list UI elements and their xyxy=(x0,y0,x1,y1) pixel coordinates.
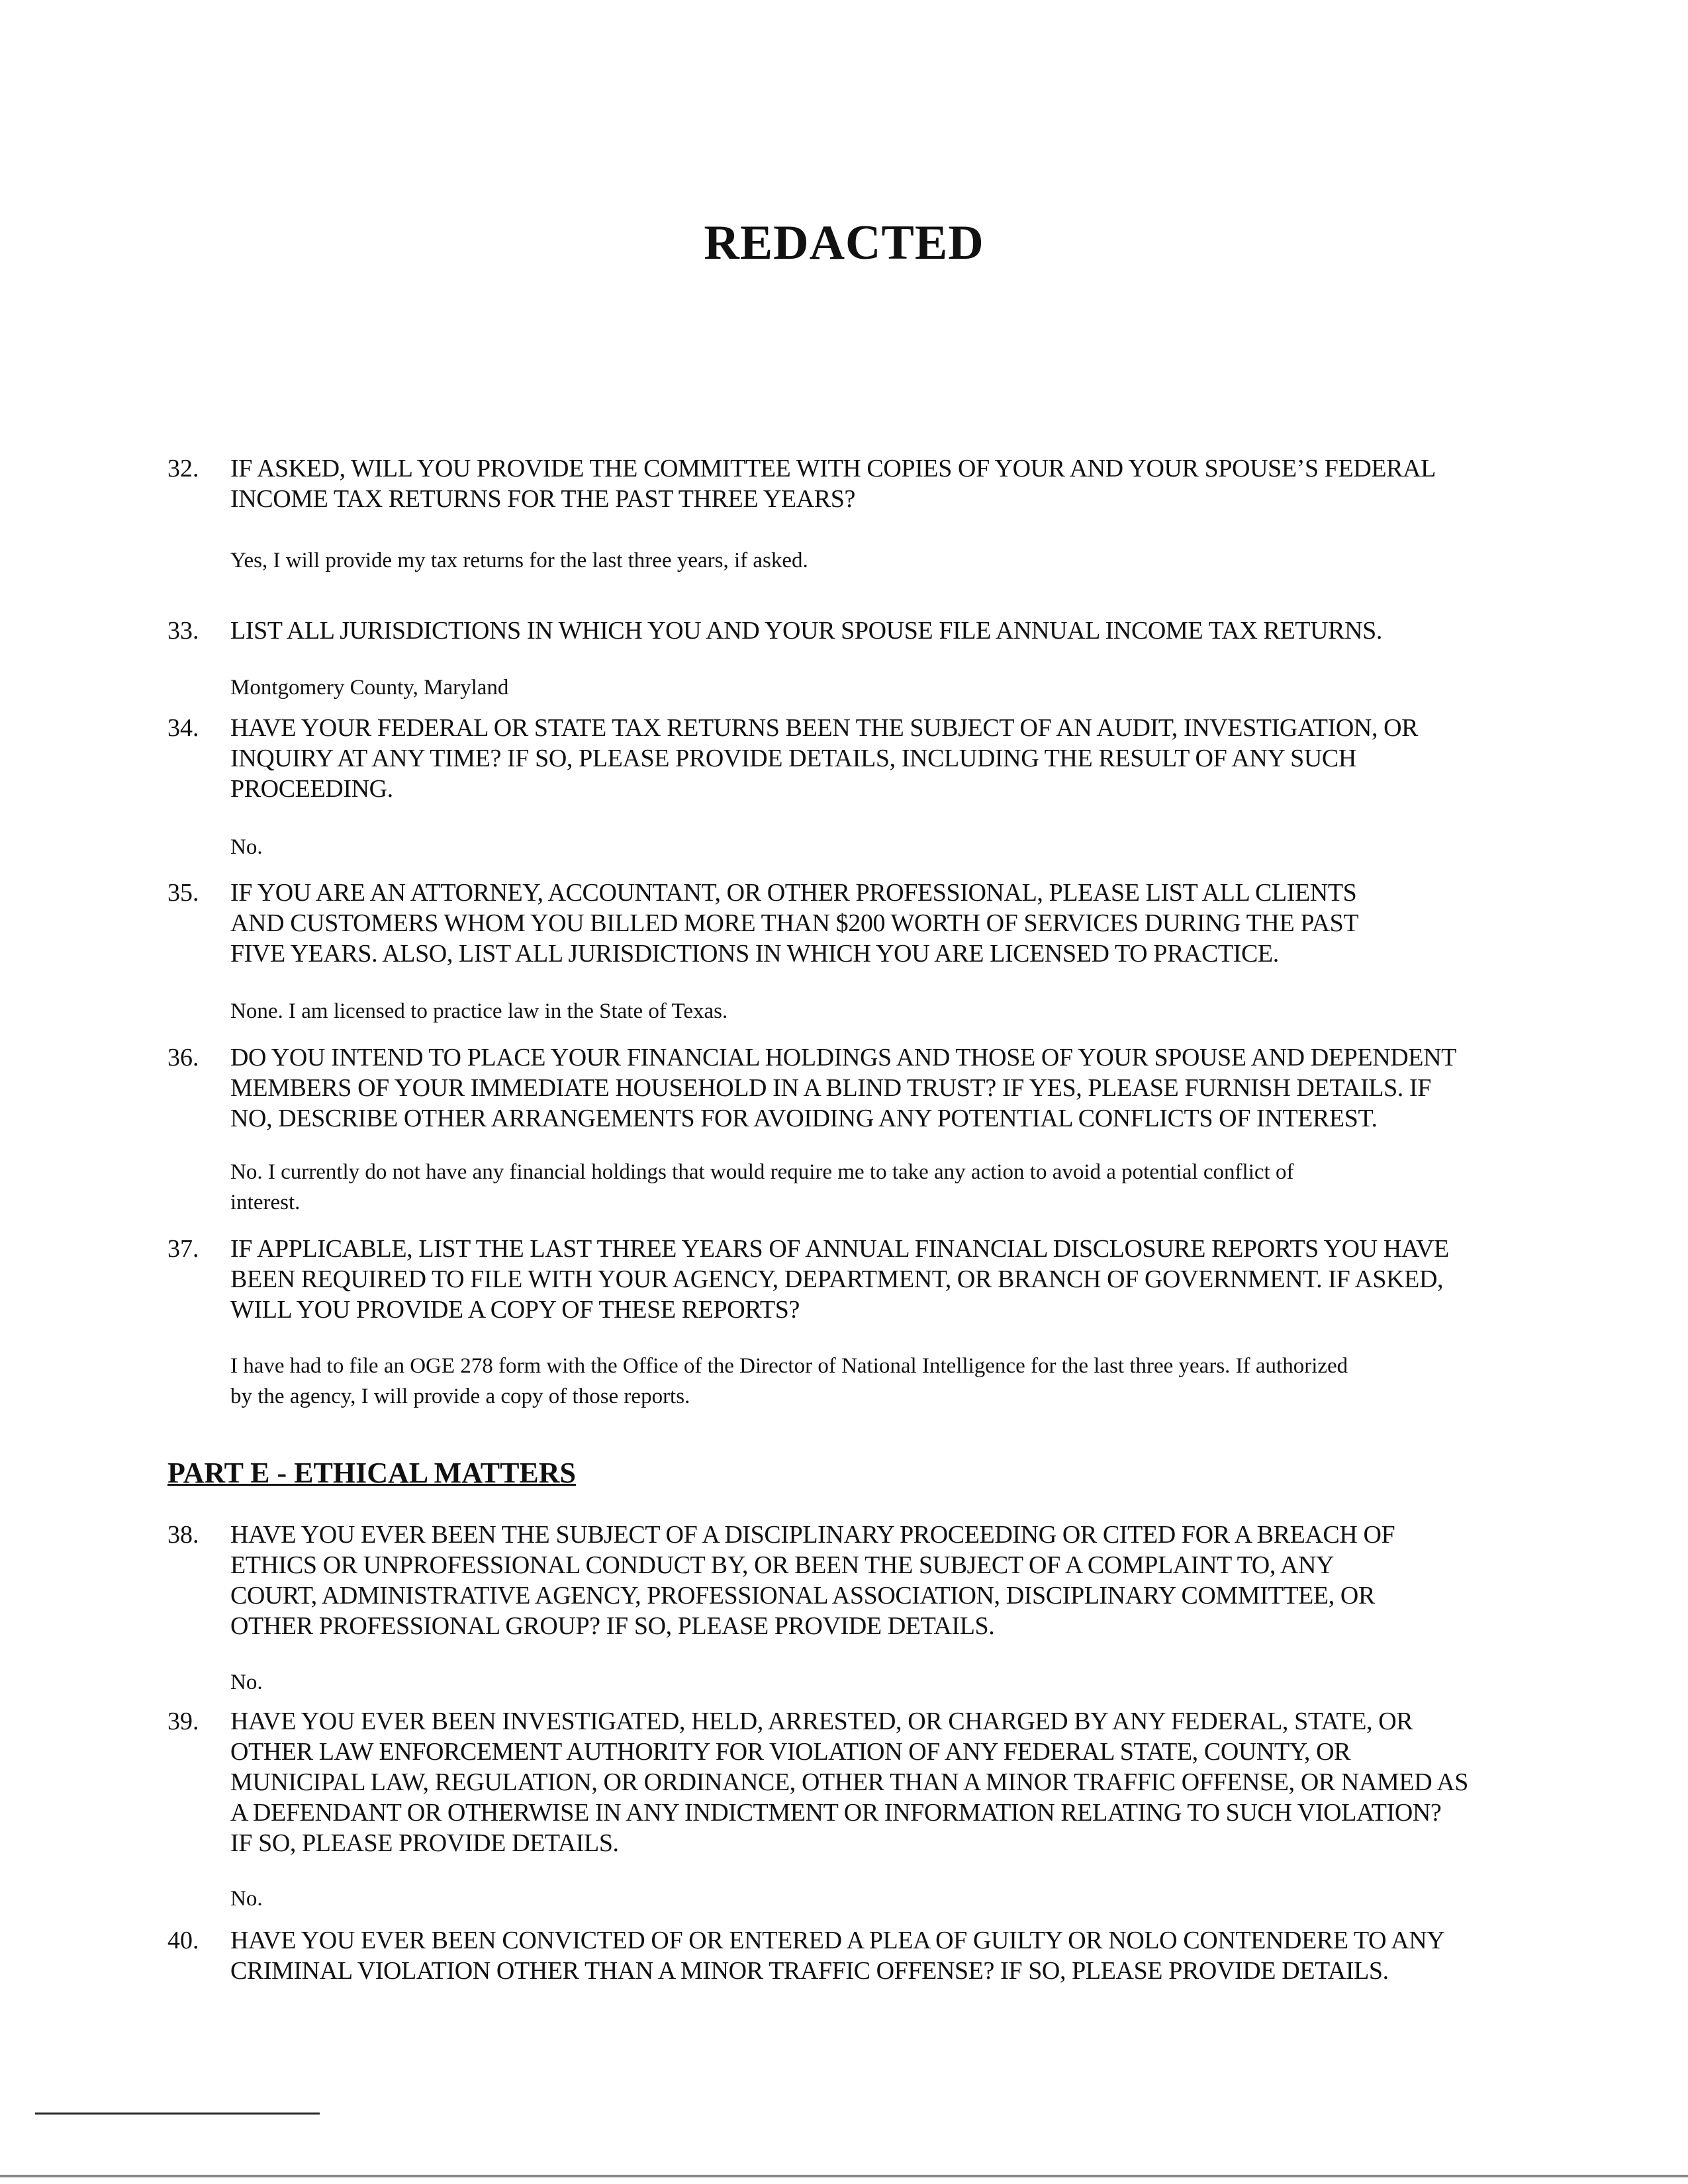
question-line: INCOME TAX RETURNS FOR THE PAST THREE YEARS? xyxy=(230,485,855,513)
question-line: ETHICS OR UNPROFESSIONAL CONDUCT BY, OR BEEN THE SUBJECT OF A COMPLAINT TO, ANY xyxy=(230,1551,1335,1579)
answer-32 xyxy=(230,545,1554,576)
question-line: LIST ALL JURISDICTIONS IN WHICH YOU AND YOUR SPOUSE FILE ANNUAL INCOME TAX RETURNS. xyxy=(230,617,1382,645)
question-number: 40. xyxy=(167,1927,199,1954)
question-line: A DEFENDANT OR OTHERWISE IN ANY INDICTMENT OR INFORMATION RELATING TO SUCH VIOLATION? xyxy=(230,1799,1442,1827)
answer-line: No. I currently do not have any financial holdings that would require me to take any action to avoid a potential conflict of xyxy=(230,1160,1294,1184)
question-line: HAVE YOU EVER BEEN THE SUBJECT OF A DISCIPLINARY PROCEEDING OR CITED FOR A BREACH OF xyxy=(230,1521,1395,1549)
question-line: CRIMINAL VIOLATION OTHER THAN A MINOR TRAFFIC OFFENSE? IF SO, PLEASE PROVIDE DETAILS. xyxy=(230,1957,1389,1985)
question-line: OTHER PROFESSIONAL GROUP? IF SO, PLEASE PROVIDE DETAILS. xyxy=(230,1612,995,1640)
question-number: 37. xyxy=(167,1235,199,1263)
question-text xyxy=(230,1925,1444,1986)
answer-line: by the agency, I will provide a copy of those reports. xyxy=(230,1385,690,1408)
question-text xyxy=(230,615,1382,646)
question-line: IF YOU ARE AN ATTORNEY, ACCOUNTANT, OR OTHER PROFESSIONAL, PLEASE LIST ALL CLIENTS xyxy=(230,879,1357,907)
answer-line: I have had to file an OGE 278 form with the Office of the Director of National Intelligence for the last three years. If authorized xyxy=(230,1354,1348,1378)
question-line: FIVE YEARS. ALSO, LIST ALL JURISDICTIONS IN WHICH YOU ARE LICENSED TO PRACTICE. xyxy=(230,940,1279,968)
question-number: 39. xyxy=(167,1707,199,1735)
answer-line: No. xyxy=(230,835,263,859)
question-line: IF SO, PLEASE PROVIDE DETAILS. xyxy=(230,1829,619,1857)
question-number: 38. xyxy=(167,1521,199,1549)
question-line: NO, DESCRIBE OTHER ARRANGEMENTS FOR AVOIDING ANY POTENTIAL CONFLICTS OF INTEREST. xyxy=(230,1105,1378,1132)
question-line: BEEN REQUIRED TO FILE WITH YOUR AGENCY, DEPARTMENT, OR BRANCH OF GOVERNMENT. IF ASKED, xyxy=(230,1265,1444,1293)
question-number: 33. xyxy=(167,617,199,645)
question-line: DO YOU INTEND TO PLACE YOUR FINANCIAL HOLDINGS AND THOSE OF YOUR SPOUSE AND DEPENDENT xyxy=(230,1044,1456,1071)
question-line: AND CUSTOMERS WHOM YOU BILLED MORE THAN $200 WORTH OF SERVICES DURING THE PAST xyxy=(230,909,1359,937)
footnote-divider xyxy=(35,2113,320,2115)
answer-35 xyxy=(230,996,1554,1026)
answer-line: interest. xyxy=(230,1191,301,1214)
answer-38 xyxy=(230,1667,1554,1698)
question-number: 34. xyxy=(167,714,199,742)
question-text xyxy=(230,713,1418,804)
question-line: COURT, ADMINISTRATIVE AGENCY, PROFESSIONAL ASSOCIATION, DISCIPLINARY COMMITTEE, OR xyxy=(230,1582,1375,1610)
question-line: IF ASKED, WILL YOU PROVIDE THE COMMITTEE WITH COPIES OF YOUR AND YOUR SPOUSE’S FEDERAL xyxy=(230,455,1436,482)
question-line: HAVE YOUR FEDERAL OR STATE TAX RETURNS BEEN THE SUBJECT OF AN AUDIT, INVESTIGATION, OR xyxy=(230,714,1419,742)
question-line: OTHER LAW ENFORCEMENT AUTHORITY FOR VIOLATION OF ANY FEDERAL STATE, COUNTY, OR xyxy=(230,1738,1351,1766)
question-line: MEMBERS OF YOUR IMMEDIATE HOUSEHOLD IN A BLIND TRUST? IF YES, PLEASE FURNISH DETAILS. IF xyxy=(230,1074,1431,1102)
question-number: 32. xyxy=(167,455,199,482)
page-bottom-edge xyxy=(0,2175,1688,2177)
answer-39 xyxy=(230,1884,1554,1914)
question-line: INQUIRY AT ANY TIME? IF SO, PLEASE PROVIDE DETAILS, INCLUDING THE RESULT OF ANY SUCH xyxy=(230,745,1356,772)
answer-line: Montgomery County, Maryland xyxy=(230,676,509,700)
answer-line: Yes, I will provide my tax returns for the last three years, if asked. xyxy=(230,549,808,572)
question-line: HAVE YOU EVER BEEN INVESTIGATED, HELD, ARRESTED, OR CHARGED BY ANY FEDERAL, STATE, OR xyxy=(230,1707,1413,1735)
question-number: 36. xyxy=(167,1044,199,1071)
question-text xyxy=(230,1706,1468,1858)
question-line: MUNICIPAL LAW, REGULATION, OR ORDINANCE, OTHER THAN A MINOR TRAFFIC OFFENSE, OR NAMED AS xyxy=(230,1768,1469,1796)
answer-line: No. xyxy=(230,1670,263,1694)
answer-line: None. I am licensed to practice law in the State of Texas. xyxy=(230,999,728,1023)
question-text xyxy=(230,453,1436,514)
section-heading-part-e: PART E - ETHICAL MATTERS xyxy=(167,1457,577,1489)
answer-line: No. xyxy=(230,1887,263,1911)
answer-33 xyxy=(230,672,1554,703)
answer-34 xyxy=(230,832,1554,862)
answer-36 xyxy=(230,1157,1554,1218)
question-text xyxy=(230,878,1358,969)
question-line: PROCEEDING. xyxy=(230,775,393,803)
question-line: IF APPLICABLE, LIST THE LAST THREE YEARS OF ANNUAL FINANCIAL DISCLOSURE REPORTS YOU HAVE xyxy=(230,1235,1449,1263)
redacted-title: REDACTED xyxy=(704,216,984,270)
question-text xyxy=(230,1042,1456,1134)
question-line: WILL YOU PROVIDE A COPY OF THESE REPORTS? xyxy=(230,1296,800,1324)
question-text xyxy=(230,1520,1395,1641)
question-line: HAVE YOU EVER BEEN CONVICTED OF OR ENTERED A PLEA OF GUILTY OR NOLO CONTENDERE TO ANY xyxy=(230,1927,1445,1954)
question-text xyxy=(230,1234,1449,1325)
question-number: 35. xyxy=(167,879,199,907)
answer-37 xyxy=(230,1351,1554,1412)
